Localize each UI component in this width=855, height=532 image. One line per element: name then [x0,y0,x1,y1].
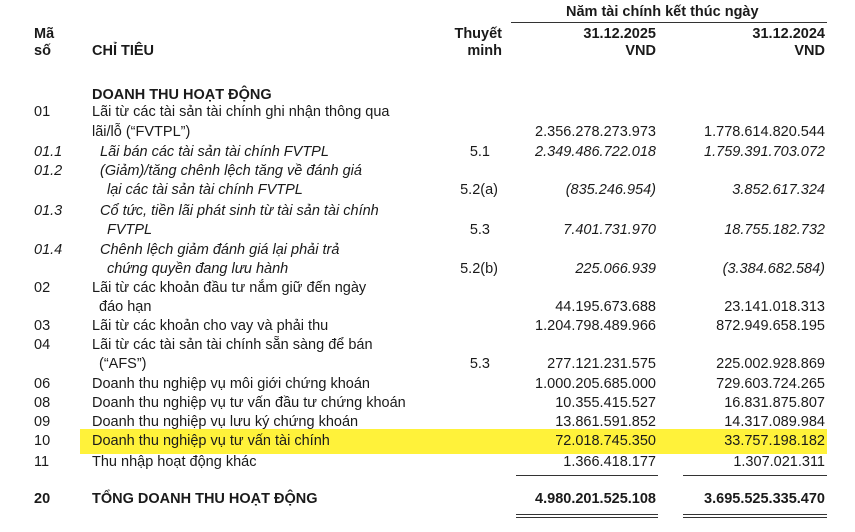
col-item-header: CHỈ TIÊU [92,43,155,59]
row-code: 04 [34,337,51,353]
row-value-2025: 44.195.673.688 [555,299,656,315]
col-2024-unit: VND [794,43,825,59]
row-value-2025: 2.349.486.722.018 [535,144,656,160]
period-group-header: Năm tài chính kết thúc ngày [566,4,759,20]
row-value-2024: 1.778.614.820.544 [704,124,825,140]
row-value-2025: 1.204.798.489.966 [535,318,656,334]
row-code: 02 [34,280,51,296]
col-2024-date: 31.12.2024 [752,26,825,42]
row-value-2024: 23.141.018.313 [724,299,825,315]
subtotal-line-2025 [516,475,658,476]
row-value-2025: 7.401.731.970 [563,222,656,238]
row-label: Lãi từ các khoản đầu tư nắm giữ đến ngày [92,280,367,296]
row-value-2024: 18.755.182.732 [724,222,825,238]
row-code: 01.3 [34,203,63,219]
col-note-header-1: Thuyết [454,26,502,42]
row-value-2024: 16.831.875.807 [724,395,825,411]
row-value-2025: 1.366.418.177 [563,454,656,470]
row-value-2025: 13.861.591.852 [555,414,656,430]
row-value-2025: 277.121.231.575 [547,356,656,372]
row-value-2024: 33.757.198.182 [724,433,825,449]
col-code-header-1: Mã [34,26,55,42]
row-label: Cổ tức, tiền lãi phát sinh từ tài sản tài chính [100,203,379,219]
row-value-2024: 872.949.658.195 [716,318,825,334]
row-label: Lãi từ các khoản cho vay và phải thu [92,318,329,334]
total-underline-2025-a [516,514,658,515]
row-value-2024: 729.603.724.265 [716,376,825,392]
row-value-2025: 2.356.278.273.973 [535,124,656,140]
row-label: Doanh thu nghiệp vụ môi giới chứng khoán [92,376,370,392]
row-code: 01.2 [34,163,63,179]
row-code: 01.4 [34,242,63,258]
col-2025-unit: VND [625,43,656,59]
row-label: (“AFS”) [99,356,147,372]
col-code-header-2: số [34,43,51,59]
row-value-2025: 72.018.745.350 [555,433,656,449]
total-underline-2024-a [683,514,827,515]
row-code: 03 [34,318,51,334]
row-code: 11 [34,454,50,470]
row-code: 01.1 [34,144,63,160]
row-label: Chênh lệch giảm đánh giá lại phải trả [100,242,340,258]
row-code: 08 [34,395,51,411]
row-label: Lãi từ các tài sản tài chính sẵn sàng để bán [92,337,373,353]
section-title: DOANH THU HOẠT ĐỘNG [92,87,272,103]
row-label: lại các tài sản tài chính FVTPL [107,182,303,198]
row-label: chứng quyền đang lưu hành [107,261,289,277]
row-note: 5.3 [469,222,490,238]
total-underline-2024-b [683,517,827,518]
row-label: Doanh thu nghiệp vụ tư vấn tài chính [92,433,330,449]
total-value-2024: 3.695.525.335.470 [704,491,825,507]
row-label: đáo hạn [99,299,152,315]
row-value-2025: 225.066.939 [575,261,656,277]
total-underline-2025-b [516,517,658,518]
row-value-2024: (3.384.682.584) [722,261,825,277]
row-value-2024: 14.317.089.984 [724,414,825,430]
row-note: 5.2(a) [460,182,498,198]
row-label: Doanh thu nghiệp vụ tư vấn đầu tư chứng khoán [92,395,406,411]
row-code: 09 [34,414,51,430]
row-label: FVTPL [107,222,153,238]
total-value-2025: 4.980.201.525.108 [535,491,656,507]
row-value-2025: 1.000.205.685.000 [535,376,656,392]
row-value-2025: 10.355.415.527 [555,395,656,411]
row-label: Lãi bán các tài sản tài chính FVTPL [100,144,329,160]
row-note: 5.2(b) [460,261,498,277]
row-label: Lãi từ các tài sản tài chính ghi nhận thông qua [92,104,390,120]
row-label: (Giảm)/tăng chênh lệch tăng về đánh giá [100,163,362,179]
row-label: Thu nhập hoạt động khác [92,454,257,470]
row-value-2024: 1.759.391.703.072 [704,144,825,160]
row-code: 06 [34,376,51,392]
row-note: 5.1 [469,144,490,160]
header-underline [511,22,827,23]
row-value-2025: (835.246.954) [565,182,656,198]
col-2025-date: 31.12.2025 [583,26,656,42]
row-value-2024: 3.852.617.324 [732,182,825,198]
total-code: 20 [34,491,51,507]
col-note-header-2: minh [467,43,502,59]
total-label: TỔNG DOANH THU HOẠT ĐỘNG [92,491,318,507]
row-value-2024: 225.002.928.869 [716,356,825,372]
subtotal-line-2024 [683,475,827,476]
row-note: 5.3 [469,356,490,372]
row-value-2024: 1.307.021.311 [733,454,825,470]
row-label: lãi/lỗ (“FVTPL”) [92,124,191,140]
row-code: 10 [34,433,51,449]
row-label: Doanh thu nghiệp vụ lưu ký chứng khoán [92,414,359,430]
row-code: 01 [34,104,51,120]
